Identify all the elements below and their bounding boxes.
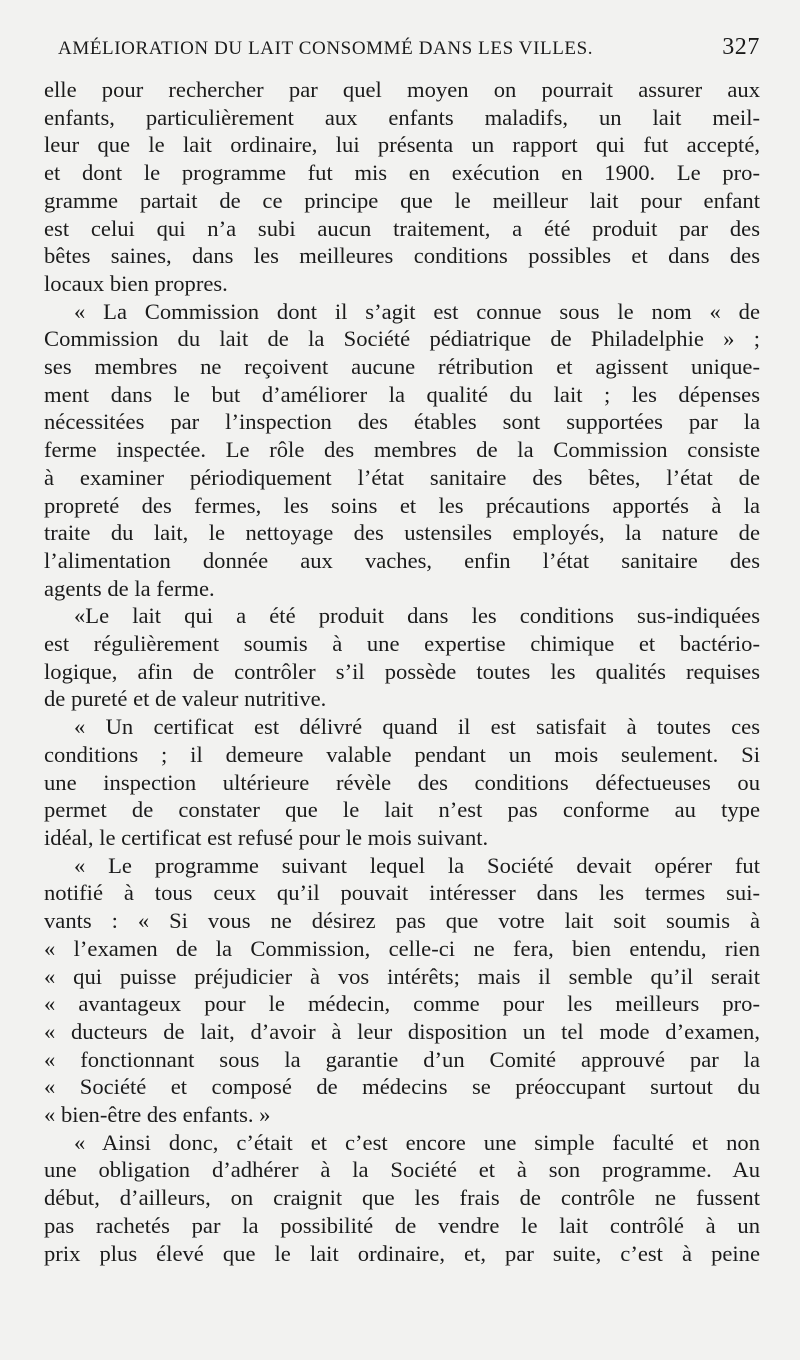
text-line: propreté des fermes, les soins et les précautions apportés à la bbox=[44, 492, 760, 518]
text-line: enfants, particulièrement aux enfants maladifs, un lait meil- bbox=[44, 104, 760, 130]
text-line: de pureté et de valeur nutritive. bbox=[44, 686, 327, 712]
text-line: début, d’ailleurs, on craignit que les frais de contrôle ne fussent bbox=[44, 1185, 760, 1211]
text-line: elle pour rechercher par quel moyen on pourrait assurer aux bbox=[44, 77, 760, 102]
text-line: « Ainsi donc, c’était et c’est encore une simple faculté et non bbox=[74, 1129, 760, 1155]
text-line: agents de la ferme. bbox=[44, 575, 215, 601]
text-line: est celui qui n’a subi aucun traitement, a été produit par des bbox=[44, 215, 760, 241]
text-line: pas rachetés par la possibilité de vendre le lait contrôlé à un bbox=[44, 1212, 760, 1238]
text-line: « Société et composé de médecins se préoccupant surtout du bbox=[44, 1074, 760, 1100]
text-line: « Un certificat est délivré quand il est satisfait à toutes ces bbox=[74, 714, 760, 740]
text-line: «Le lait qui a été produit dans les conditions sus-indiquées bbox=[74, 603, 760, 629]
text-line: idéal, le certificat est refusé pour le mois suivant. bbox=[44, 824, 489, 850]
text-line: « ducteurs de lait, d’avoir à leur disposition un tel mode d’examen, bbox=[44, 1018, 760, 1044]
text-line: conditions ; il demeure valable pendant un mois seulement. Si bbox=[44, 741, 760, 767]
text-line: prix plus élevé que le lait ordinaire, et, par suite, c’est à peine bbox=[44, 1240, 760, 1266]
text-line: « qui puisse préjudicier à vos intérêts; mais il semble qu’il serait bbox=[44, 963, 760, 989]
text-line: « avantageux pour le médecin, comme pour les meilleurs pro- bbox=[44, 991, 760, 1017]
text-line: ses membres ne reçoivent aucune rétribution et agissent unique- bbox=[44, 354, 760, 380]
text-line: l’alimentation donnée aux vaches, enfin l’état sanitaire des bbox=[44, 547, 760, 573]
text-line: « La Commission dont il s’agit est connue sous le nom « de bbox=[74, 298, 760, 324]
running-head bbox=[44, 34, 764, 76]
body-text bbox=[44, 76, 764, 1267]
text-line: locaux bien propres. bbox=[44, 270, 228, 296]
text-line: ment dans le but d’améliorer la qualité du lait ; les dépenses bbox=[44, 381, 760, 407]
text-line: traite du lait, le nettoyage des ustensiles employés, la nature de bbox=[44, 520, 760, 546]
text-line: ferme inspectée. Le rôle des membres de la Commission consiste bbox=[44, 437, 760, 463]
text-line: « fonctionnant sous la garantie d’un Comité approuvé par la bbox=[44, 1046, 760, 1072]
text-line: nécessitées par l’inspection des étables sont supportées par la bbox=[44, 409, 760, 435]
text-line: une obligation d’adhérer à la Société et à son programme. Au bbox=[44, 1157, 760, 1183]
text-line: logique, afin de contrôler s’il possède toutes les qualités requises bbox=[44, 658, 760, 684]
text-line: leur que le lait ordinaire, lui présenta un rapport qui fut accepté, bbox=[44, 132, 760, 158]
text-line: bêtes saines, dans les meilleures conditions possibles et dans des bbox=[44, 243, 760, 269]
text-line: permet de constater que le lait n’est pas conforme au type bbox=[44, 797, 760, 823]
text-line: notifié à tous ceux qu’il pouvait intéresser dans les termes sui- bbox=[44, 880, 760, 906]
text-line: « l’examen de la Commission, celle-ci ne fera, bien entendu, rien bbox=[44, 935, 760, 961]
text-line: vants : « Si vous ne désirez pas que votre lait soit soumis à bbox=[44, 908, 760, 934]
text-line: et dont le programme fut mis en exécution en 1900. Le pro- bbox=[44, 160, 760, 186]
text-line: « Le programme suivant lequel la Société devait opérer fut bbox=[74, 852, 760, 878]
page-number: 327 bbox=[722, 34, 760, 60]
text-line: à examiner périodiquement l’état sanitaire des bêtes, l’état de bbox=[44, 464, 760, 490]
text-line: « bien-être des enfants. » bbox=[44, 1102, 271, 1128]
running-title: AMÉLIORATION DU LAIT CONSOMMÉ DANS LES VILLES. bbox=[58, 38, 594, 59]
text-line: Commission du lait de la Société pédiatrique de Philadelphie » ; bbox=[44, 326, 760, 352]
text-line: gramme partait de ce principe que le meilleur lait pour enfant bbox=[44, 187, 760, 213]
text-line: une inspection ultérieure révèle des conditions défectueuses ou bbox=[44, 769, 760, 795]
text-line: est régulièrement soumis à une expertise chimique et bactério- bbox=[44, 631, 760, 657]
